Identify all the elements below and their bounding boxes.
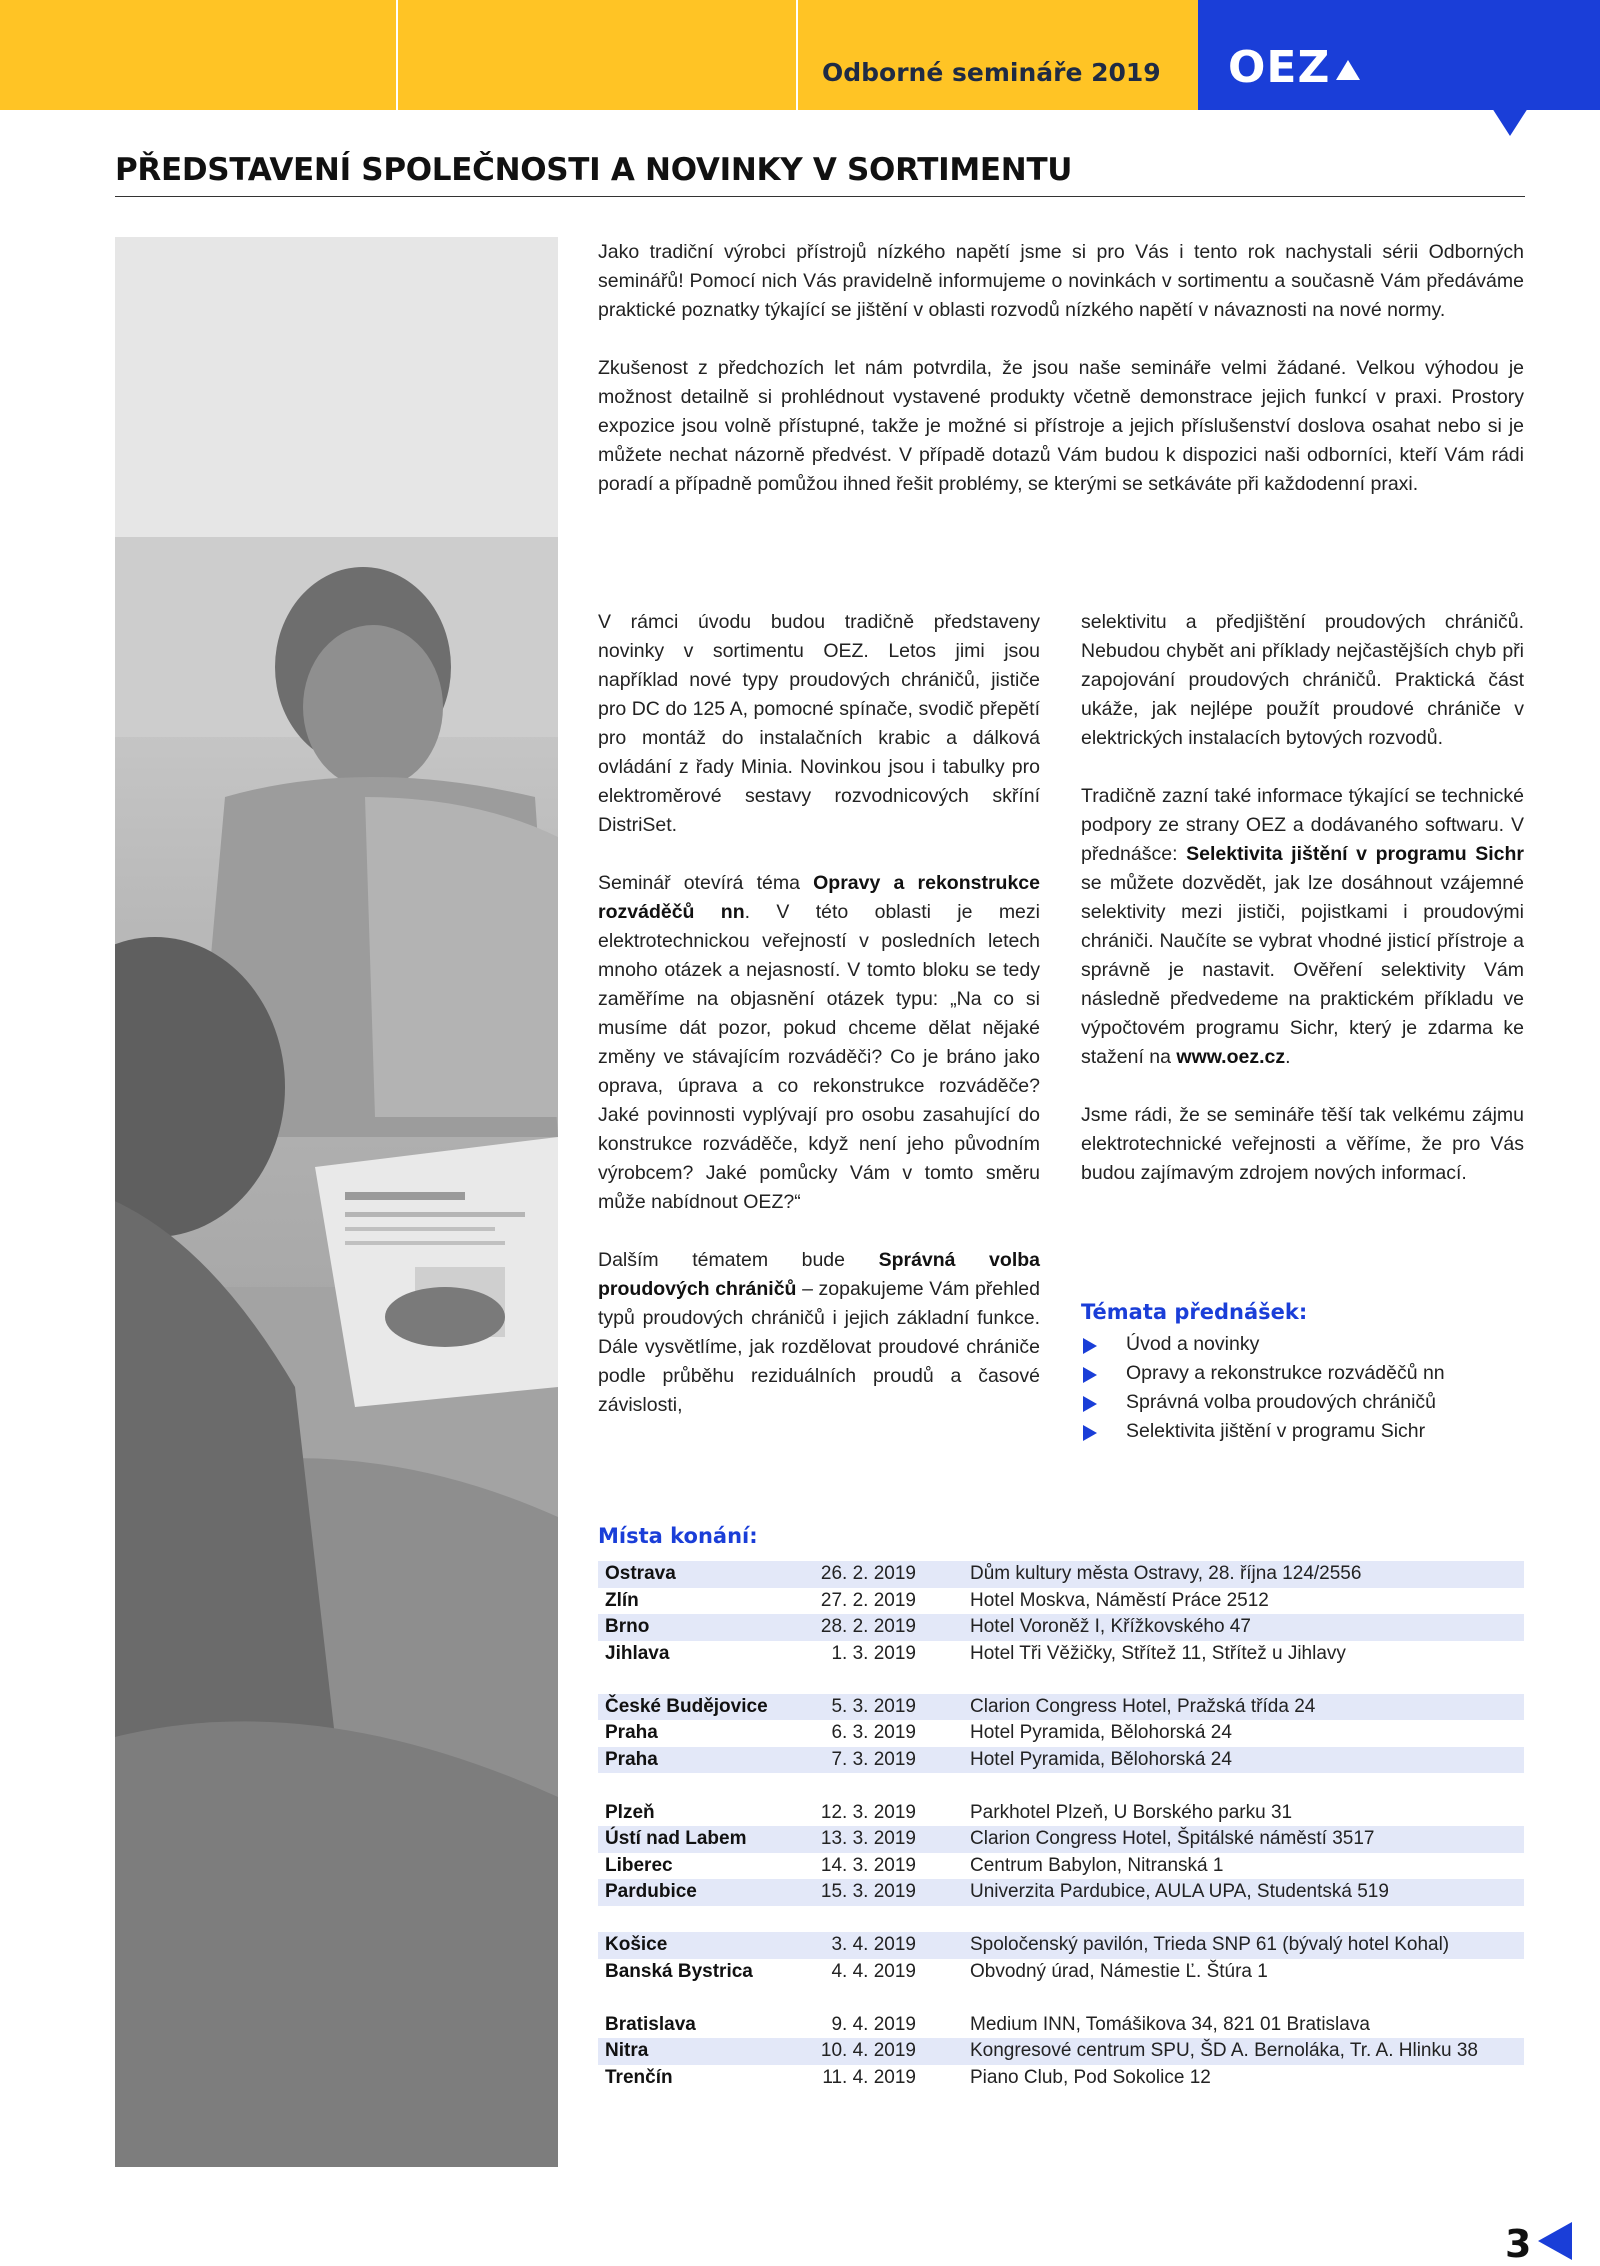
topic-label: Selektivita jištění v programu Sichr: [1126, 1420, 1426, 1442]
venue-place: Piano Club, Pod Sokolice 12: [970, 2066, 1211, 2088]
venue-date: 27. 2. 2019: [820, 1589, 916, 1611]
topic-name: Selektivita jištění v programu Sichr: [1186, 843, 1524, 865]
table-row: [598, 1800, 1524, 1827]
text: Dalším tématem bude: [598, 1249, 879, 1271]
table-row: [598, 2012, 1524, 2039]
venue-date: 13. 3. 2019: [820, 1828, 916, 1849]
table-row: [598, 1826, 1524, 1853]
venue-city: Jihlava: [605, 1642, 670, 1664]
topic-label: Úvod a novinky: [1126, 1333, 1260, 1355]
venue-date: 3. 4. 2019: [831, 1934, 916, 1955]
venue-place: Kongresové centrum SPU, ŠD A. Bernoláka, Tr. A. Hlinku 38: [970, 2040, 1478, 2061]
table-row: [598, 1747, 1524, 1774]
triangle-bullet-icon: [1083, 1396, 1097, 1412]
venue-place: Centrum Babylon, Nitranská 1: [970, 1854, 1224, 1876]
venue-date: 4. 4. 2019: [831, 1960, 916, 1982]
page-number: 3: [1505, 2222, 1532, 2266]
table-row: [598, 1694, 1524, 1721]
venue-city: České Budějovice: [605, 1695, 768, 1717]
venue-place: Medium INN, Tomášikova 34, 821 01 Bratislava: [970, 2013, 1370, 2035]
venue-date: 9. 4. 2019: [831, 2013, 916, 2035]
intro-paragraph: Zkušenost z předchozích let nám potvrdila, že jsou naše semináře velmi žádané. Velkou výhodou je možnost detailně si prohlédnout vystavené produkty včetně demonstrace jejich funkcí v praxi. Prostory expozice jsou volně přístupné, takže je možné si přístroje a jejich příslušenství doslova osahat nebo si je můžete nechat názorně předvést. V případě dotazů Vám budou k dispozici naši odborníci, kteří Vám rádi poradí a případně pomůžou ihned řešit problémy, se kterými se setkáváte při každodenní praxi.: [598, 357, 1524, 495]
triangle-bullet-icon: [1083, 1367, 1097, 1383]
table-spacer: [598, 1906, 1524, 1933]
venue-city: Zlín: [605, 1589, 639, 1611]
venue-place: Hotel Moskva, Náměstí Práce 2512: [970, 1589, 1269, 1611]
title-rule: [115, 196, 1525, 197]
venue-city: Nitra: [605, 2040, 649, 2061]
venue-city: Bratislava: [605, 2013, 696, 2035]
header-title: Odborné semináře 2019: [822, 58, 1161, 87]
header-divider: [396, 0, 398, 110]
venue-city: Trenčín: [605, 2066, 673, 2088]
topic-name: Opravy a rekonstrukce rozváděčů nn: [598, 872, 1040, 923]
venue-city: Plzeň: [605, 1801, 655, 1823]
header-divider: [796, 0, 798, 110]
table-row: [598, 1932, 1524, 1959]
header-pointer-icon: [1492, 108, 1528, 138]
logo-text: OEZ: [1228, 42, 1331, 93]
table-row: [598, 2038, 1524, 2065]
topics-list: [1081, 1330, 1524, 1446]
text: – zopakujeme Vám přehled typů proudových chráničů i jejich základní funkce. Dále vysvětlíme, jak rozdělovat proudové chrániče podle průběhu reziduálních proudů a časové závislosti,: [598, 1278, 1040, 1416]
topic-name: Správná volba proudových chráničů: [598, 1249, 1040, 1300]
table-spacer: [598, 1985, 1524, 2012]
paragraph: Jsme rádi, že se semináře těší tak velkému zájmu elektrotechnické veřejnosti a věříme, že pro Vás budou zajímavým zdrojem nových informací.: [1081, 1104, 1524, 1184]
venue-date: 15. 3. 2019: [820, 1881, 916, 1902]
venue-city: Ostrava: [605, 1563, 676, 1584]
text: .: [1285, 1046, 1291, 1068]
venues-heading: Místa konání:: [598, 1524, 758, 1548]
venue-place: Hotel Voroněž I, Křížkovského 47: [970, 1616, 1251, 1637]
table-row: [598, 1879, 1524, 1906]
venue-place: Clarion Congress Hotel, Pražská třída 24: [970, 1695, 1316, 1717]
venue-city: Praha: [605, 1722, 658, 1743]
table-row: [598, 1561, 1524, 1588]
venue-city: Liberec: [605, 1854, 673, 1876]
table-row: [598, 1614, 1524, 1641]
table-row: [598, 1959, 1524, 1986]
paragraph: [598, 1246, 1040, 1420]
topic-label: Správná volba proudových chráničů: [1126, 1391, 1437, 1413]
triangle-bullet-icon: [1083, 1338, 1097, 1354]
venue-date: 14. 3. 2019: [820, 1854, 916, 1876]
venue-date: 12. 3. 2019: [820, 1801, 916, 1823]
table-row: [598, 1641, 1524, 1668]
venue-date: 6. 3. 2019: [831, 1722, 916, 1743]
venue-place: Hotel Pyramida, Bělohorská 24: [970, 1722, 1232, 1743]
venue-city: Košice: [605, 1934, 668, 1955]
website-link[interactable]: www.oez.cz: [1176, 1046, 1286, 1068]
page-arrow-icon: [1538, 2222, 1572, 2260]
venue-place: Obvodný úrad, Námestie Ľ. Štúra 1: [970, 1960, 1268, 1982]
venue-place: Parkhotel Plzeň, U Borského parku 31: [970, 1801, 1293, 1823]
column-right: [1081, 608, 1524, 1188]
venue-city: Pardubice: [605, 1881, 697, 1902]
topics-heading: Témata přednášek:: [1081, 1300, 1308, 1324]
venues-table: [598, 1561, 1524, 2091]
topic-item: [1081, 1388, 1524, 1417]
seminar-photo-icon: [115, 237, 558, 2167]
table-row: [598, 1588, 1524, 1615]
venue-date: 7. 3. 2019: [831, 1748, 916, 1770]
venue-date: 28. 2. 2019: [820, 1616, 916, 1637]
venue-city: Brno: [605, 1616, 650, 1637]
paragraph: selektivitu a předjištění proudových chráničů. Nebudou chybět ani příklady nejčastějších chyb při zapojování proudových chráničů. Praktická část ukáže, jak nejlépe použít proudové chrániče v elektrických instalacích bytových rozvodů.: [1081, 611, 1524, 749]
paragraph: [598, 869, 1040, 1217]
venue-place: Univerzita Pardubice, AULA UPA, Studentská 519: [970, 1881, 1389, 1902]
intro-paragraph: Jako tradiční výrobci přístrojů nízkého napětí jsme si pro Vás i tento rok nachystali sérii Odborných seminářů! Pomocí nich Vás pravidelně informujeme o novinkách v sortimentu a současně Vám předáváme praktické poznatky týkající se jištění v oblasti rozvodů nízkého napětí v návaznosti na nové normy.: [598, 241, 1524, 321]
paragraph: V rámci úvodu budou tradičně představeny novinky v sortimentu OEZ. Letos jimi jsou například nové typy proudových chráničů, jističe pro DC do 125 A, pomocné spínače, svodič přepětí pro montáž do instalačních krabic a dálková ovládání z řady Minia. Novinkou jsou i tabulky pro elektroměrové sestavy rozvodnicových skříní DistriSet.: [598, 611, 1040, 836]
venue-place: Spoločenský pavilón, Trieda SNP 61 (bývalý hotel Kohal): [970, 1934, 1450, 1955]
venue-date: 10. 4. 2019: [820, 2040, 916, 2061]
venue-date: 5. 3. 2019: [831, 1695, 916, 1717]
topic-item: [1081, 1359, 1524, 1388]
venue-place: Clarion Congress Hotel, Špitálské náměstí 3517: [970, 1828, 1375, 1849]
venue-date: 26. 2. 2019: [820, 1563, 916, 1584]
table-row: [598, 1720, 1524, 1747]
table-row: [598, 1853, 1524, 1880]
topic-item: [1081, 1417, 1524, 1446]
venue-date: 11. 4. 2019: [822, 2066, 916, 2088]
table-row: [598, 2065, 1524, 2092]
venue-city: Praha: [605, 1748, 658, 1770]
venue-place: Dům kultury města Ostravy, 28. října 124/2556: [970, 1563, 1362, 1584]
seminar-photo: [115, 237, 558, 2167]
oez-logo: [1198, 0, 1600, 110]
intro-text: [598, 238, 1524, 499]
table-spacer: [598, 1773, 1524, 1800]
venue-date: 1. 3. 2019: [831, 1642, 916, 1664]
paragraph: [1081, 782, 1524, 1072]
table-spacer: [598, 1667, 1524, 1694]
venue-city: Banská Bystrica: [605, 1960, 753, 1982]
section-title: PŘEDSTAVENÍ SPOLEČNOSTI A NOVINKY V SORTIMENTU: [115, 152, 1073, 188]
venue-city: Ústí nad Labem: [605, 1828, 747, 1849]
text: Seminář otevírá téma: [598, 872, 814, 894]
topic-item: [1081, 1330, 1524, 1359]
header-band: [0, 0, 1600, 110]
text: Tradičně zazní také informace týkající se technické podpory ze strany OEZ a dodávaného softwaru. V přednášce:: [1081, 785, 1524, 865]
column-left: [598, 608, 1040, 1420]
topic-label: Opravy a rekonstrukce rozváděčů nn: [1126, 1362, 1445, 1384]
text: se můžete dozvědět, jak lze dosáhnout vzájemné selektivity mezi jističi, pojistkami i proudovými chrániči. Naučíte se vybrat vhodné jisticí přístroje a správně je nastavit. Ověření selektivity Vám následně předvedeme na praktickém příkladu ve výpočtovém programu Sichr, který je zdarma ke stažení na: [1081, 872, 1524, 1068]
triangle-bullet-icon: [1083, 1425, 1097, 1441]
text: . V této oblasti je mezi elektrotechnickou veřejností v posledních letech mnoho otázek a nejasností. V tomto bloku se tedy zaměříme na objasnění otázek typu: „Na co si musíme dát pozor, pokud chceme dělat nějaké změny ve stávajícím rozváděči? Co je bráno jako oprava, úprava a co rekonstrukce rozváděče? Jaké povinnosti vyplývají pro osobu zasahující do konstrukce rozváděče, když není jeho původním výrobcem? Jaké pomůcky Vám v tomto směru může nabídnout OEZ?“: [598, 901, 1040, 1213]
logo-triangle-icon: [1336, 60, 1360, 80]
venue-place: Hotel Tři Věžičky, Střítež 11, Střítež u Jihlavy: [970, 1642, 1346, 1664]
venue-place: Hotel Pyramida, Bělohorská 24: [970, 1748, 1232, 1770]
